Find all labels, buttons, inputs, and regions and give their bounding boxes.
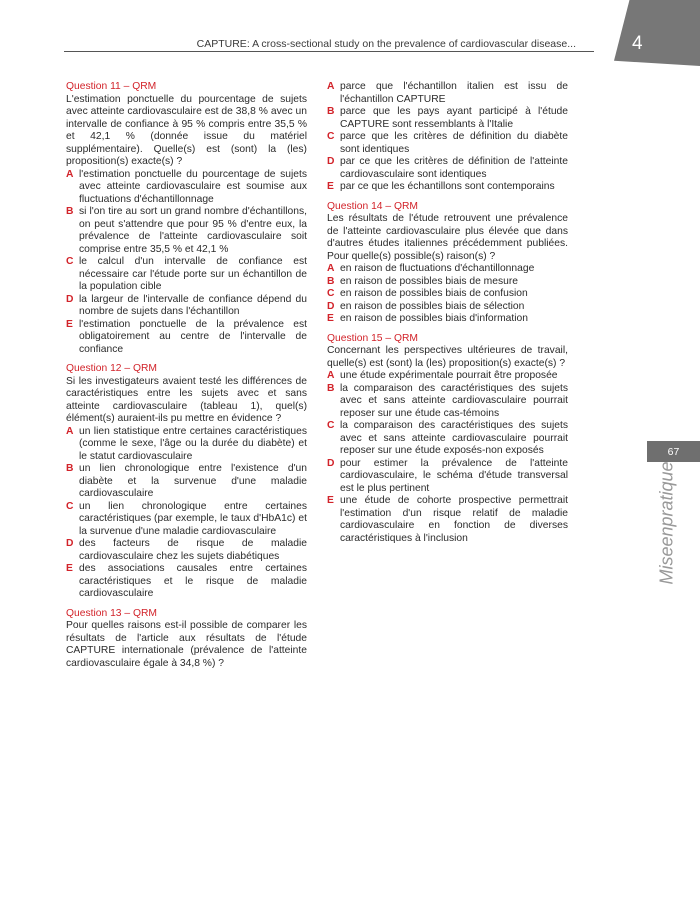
answer-option [327,313,568,326]
option-letter: D [66,538,74,549]
option-letter: B [66,206,74,217]
question-13-options [327,81,568,194]
option-letter: D [327,457,335,469]
answer-option [327,420,568,458]
running-title: CAPTURE: A cross-sectional study on the prevalence of cardiovascular disease... [196,38,576,50]
option-letter: A [327,81,335,92]
option-text: l'estimation ponctuelle de la prévalence est obligatoirement au centre de l'intervalle de confiance [79,318,307,355]
option-text: en raison de possibles biais de sélection [340,300,525,312]
option-text: par ce que les échantillons sont contemporains [340,181,555,192]
option-letter: C [327,420,335,431]
option-text: l'estimation ponctuelle du pourcentage de sujets avec atteinte cardiovasculaire est soumise aux fluctuations d'échantillonnage [79,168,307,205]
answer-option [66,256,307,294]
question-stem: Les résultats de l'étude retrouvent une prévalence de l'atteinte cardiovasculaire plus élevée que dans d'autres études italiennes précédemment publiées. Pour quelle(s) possible(s) raison(s) ? [327,213,568,262]
question-11 [66,81,307,356]
option-text: une étude de cohorte prospective permettrait l'estimation d'un risque relatif de maladie cardiovasculaire en fonction de diverses caractéristiques à l'inclusion [340,495,568,544]
option-text: un lien chronologique entre l'existence d'un diabète et la survenue d'une maladie cardiovasculaire [79,463,307,499]
answer-option [327,263,568,276]
question-title: Question 12 – QRM [66,363,157,374]
option-text: des facteurs de risque de maladie cardiovasculaire chez les sujets diabétiques [79,538,307,562]
option-text: le calcul d'un intervalle de confiance est nécessaire car l'étude porte sur un échantillon de la population cible [79,256,307,292]
option-text: la largeur de l'intervalle de confiance dépend du nombre de sujets dans l'échantillon [79,293,307,317]
left-column [66,81,307,670]
right-column [327,81,568,545]
question-title: Question 14 – QRM [327,200,418,212]
option-text: des associations causales entre certaines caractéristiques et le risque de maladie cardiovasculaire [79,563,307,599]
option-letter: D [66,293,74,305]
option-letter: E [327,495,334,506]
option-text: la comparaison des caractéristiques des sujets avec et sans atteinte cardiovasculaire pourrait reposer sur une étude cas-témoins [340,382,568,419]
answer-option [327,276,568,289]
option-letter: E [66,318,73,330]
option-letter: A [327,263,335,274]
question-12 [66,363,307,601]
answer-option [66,563,307,601]
option-text: un lien chronologique entre certaines caractéristiques (par exemple, le taux d'HbA1c) et la survenue d'une maladie cardiovasculaire [79,500,307,537]
answer-option [327,106,568,131]
option-text: par ce que les critères de définition de l'atteinte cardiovasculaire sont identiques [340,156,568,180]
answer-option [327,181,568,194]
option-letter: A [66,425,74,437]
option-text: la comparaison des caractéristiques des sujets avec et sans atteinte cardiovasculaire pourrait reposer sur une étude exposés-non exposés [340,420,568,456]
option-letter: E [327,313,334,324]
answer-option [66,426,307,464]
answer-option [327,458,568,496]
chapter-number: 4 [632,33,643,54]
option-text: un lien statistique entre certaines caractéristiques (comme le sexe, l'âge ou la durée du diabète) et le statut cardiovasculaire [79,425,307,462]
answer-option [66,501,307,539]
answer-option [327,81,568,106]
option-letter: B [327,106,335,117]
question-title: Question 11 – QRM [66,81,157,92]
option-letter: E [66,563,73,574]
option-letter: E [327,181,334,192]
option-letter: D [327,300,335,312]
option-letter: B [327,275,335,287]
question-stem: L'estimation ponctuelle du pourcentage de sujets avec atteinte cardiovasculaire est de 38,8 % avec un intervalle de confiance à 95 % compris entre 35,5 % et 42,1 % (donnée issue du matériel supplémentaire). Quelle(s) est (sont) la (les) proposition(s) exacte(s) ? [66,93,307,167]
answer-option [66,169,307,207]
page-number: 67 [647,441,700,462]
option-letter: A [66,168,74,180]
option-letter: B [327,382,335,394]
option-text: si l'on tire au sort un grand nombre d'échantillons, on peut s'attendre que pour 95 % d'entre eux, la prévalence de l'atteinte cardiovasculaire soit comprise entre 35,5 % et 42,1 % [79,206,307,255]
option-text: parce que les critères de définition du diabète sont identiques [340,131,568,155]
option-text: pour estimer la prévalence de l'atteinte cardiovasculaire, le schéma d'étude transversal est le plus pertinent [340,457,568,494]
answer-option [66,319,307,357]
option-text: parce que l'échantillon italien est issu de l'échantillon CAPTURE [340,81,568,105]
option-text: une étude expérimentale pourrait être proposée [340,370,558,381]
answer-option [327,383,568,421]
question-13 [66,608,307,671]
answer-option [66,538,307,563]
question-stem: Concernant les perspectives ultérieures de travail, quelle(s) est (sont) la (les) proposition(s) exacte(s) ? [327,345,568,369]
answer-option [327,288,568,301]
answer-option [327,156,568,181]
option-letter: C [327,288,335,299]
answer-option [327,370,568,383]
header-rule [64,51,594,52]
option-letter: C [66,500,74,512]
question-stem: Si les investigateurs avaient testé les différences de caractéristiques entre les sujets avec et sans atteinte cardiovasculaire (tableau 1), quel(s) élément(s) auraient-ils pu mettre en évidence ? [66,375,307,424]
answer-option [66,294,307,319]
answer-option [327,301,568,314]
option-text: en raison de possibles biais de confusion [340,288,528,299]
answer-option [327,131,568,156]
option-letter: A [327,370,335,381]
answer-option [66,463,307,501]
question-title: Question 15 – QRM [327,332,418,344]
answer-option [66,206,307,256]
question-14 [327,201,568,326]
option-letter: C [66,256,74,267]
option-text: en raison de possibles biais d'information [340,313,528,324]
section-side-label: Miseenpratique [656,461,677,585]
option-letter: C [327,131,335,142]
option-text: parce que les pays ayant participé à l'étude CAPTURE sont ressemblants à l'Italie [340,106,568,130]
option-letter: B [66,463,74,474]
question-title: Question 13 – QRM [66,607,157,619]
chapter-tab [614,0,700,66]
option-text: en raison de possibles biais de mesure [340,275,519,287]
question-15 [327,333,568,546]
option-text: en raison de fluctuations d'échantillonnage [340,263,535,274]
question-stem: Pour quelles raisons est-il possible de comparer les résultats de l'article aux résultats de l'étude CAPTURE internationale (prévalence de l'atteinte cardiovasculaire égale à 34,8 %) ? [66,620,307,669]
option-letter: D [327,156,335,167]
answer-option [327,495,568,545]
